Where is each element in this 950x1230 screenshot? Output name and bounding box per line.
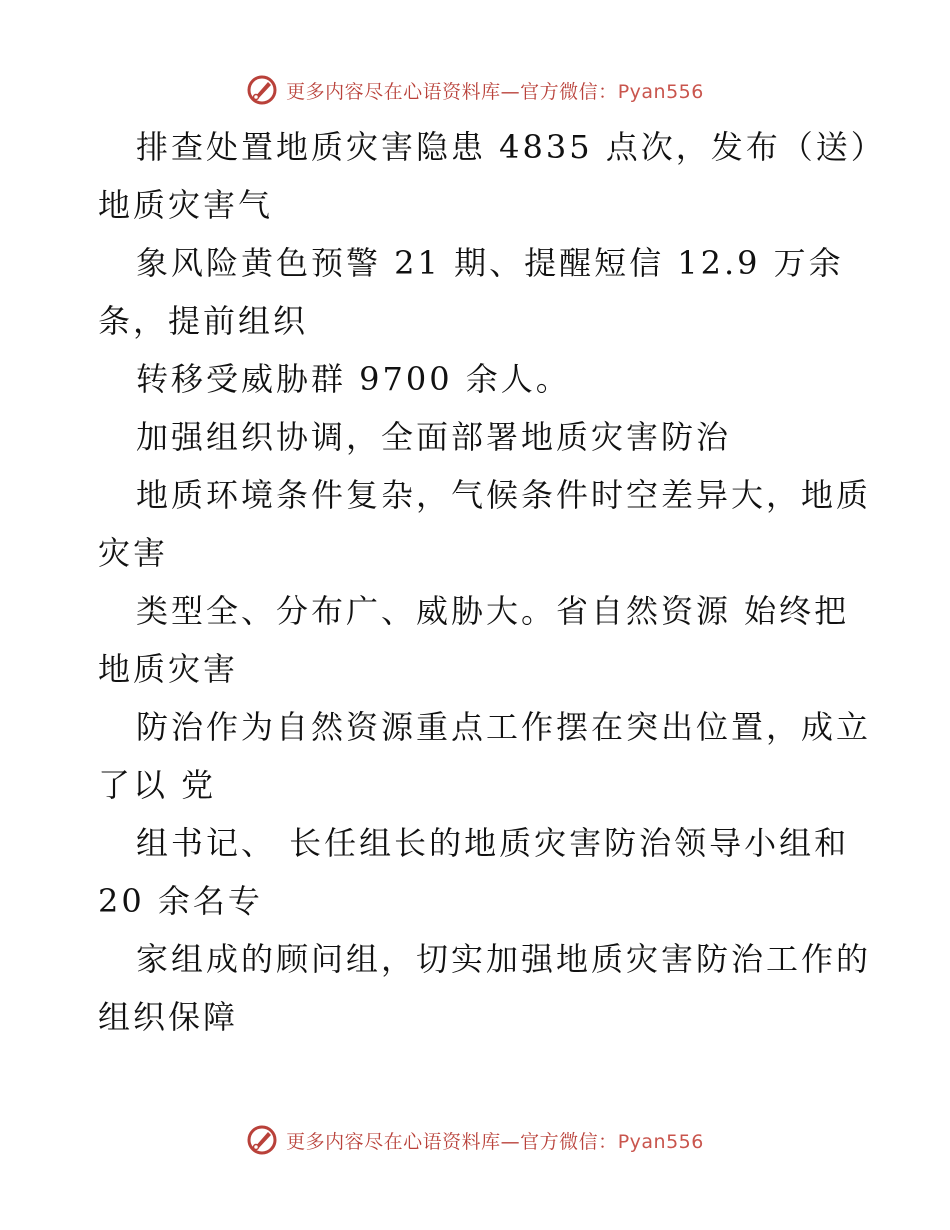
watermark-text: 更多内容尽在心语资料库—官方微信：Pyan556 bbox=[286, 80, 704, 103]
footer-watermark bbox=[0, 1120, 950, 1160]
section-heading: 加强组织协调，全面部署地质灾害防治 bbox=[136, 418, 732, 456]
text-line: 排查处置地质灾害隐患 4835 点次，发布（送） bbox=[136, 128, 886, 166]
text-line: 转移受威胁群 9700 余人。 bbox=[136, 360, 571, 398]
quill-logo-icon bbox=[246, 74, 278, 106]
text-line: 象风险黄色预警 21 期、提醒短信 12.9 万余 bbox=[136, 244, 844, 282]
text-line: 20 余名专 bbox=[98, 882, 263, 920]
text-line: 地质灾害气 bbox=[98, 186, 274, 224]
text-line: 条，提前组织 bbox=[98, 302, 309, 340]
text-line: 防治作为自然资源重点工作摆在突出位置，成立 bbox=[136, 708, 872, 746]
text-line: 地质灾害 bbox=[98, 650, 239, 688]
text-line: 组织保障 bbox=[98, 998, 239, 1036]
document-body bbox=[98, 118, 886, 1046]
header-watermark bbox=[0, 70, 950, 110]
text-line: 家组成的顾问组，切实加强地质灾害防治工作的 bbox=[136, 940, 872, 978]
watermark-text: 更多内容尽在心语资料库—官方微信：Pyan556 bbox=[286, 1130, 704, 1153]
text-line: 组书记、 长任组长的地质灾害防治领导小组和 bbox=[136, 824, 850, 862]
quill-logo-icon bbox=[246, 1124, 278, 1156]
text-line: 灾害 bbox=[98, 534, 169, 572]
text-line: 类型全、分布广、威胁大。省自然资源 始终把 bbox=[136, 592, 850, 630]
text-line: 了以 党 bbox=[98, 766, 217, 804]
text-line: 地质环境条件复杂，气候条件时空差异大，地质 bbox=[136, 476, 872, 514]
